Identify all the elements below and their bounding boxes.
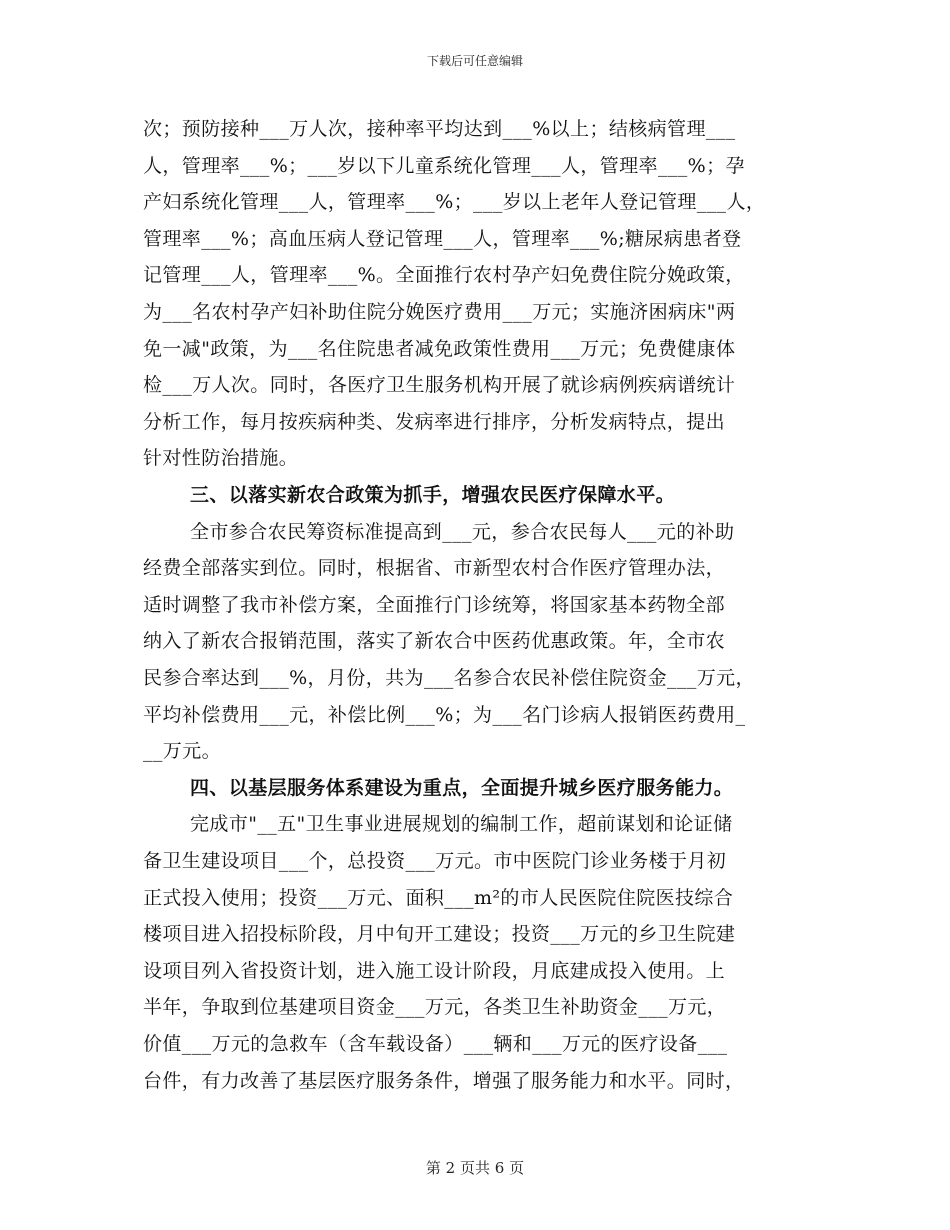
body-text-line: 半年，争取到位基建项目资金___万元，各类卫生补助资金___万元，	[143, 996, 727, 1019]
body-text-line: 次；预防接种___万人次，接种率平均达到___%以上；结核病管理___	[143, 118, 736, 140]
body-text-line: 为___名农村孕产妇补助住院分娩医疗费用___万元；实施济困病床"两	[143, 301, 736, 323]
body-text-line: 管理率___%；高血压病人登记管理___人，管理率___%;糖尿病患者登	[143, 227, 742, 250]
body-text-line: __万元。	[143, 740, 222, 763]
page-footer: 第 2 页共 6 页	[425, 1159, 525, 1177]
body-text-line: 产妇系统化管理___人，管理率___%；___岁以上老年人登记管理___人，	[143, 191, 766, 214]
section-heading: 四、以基层服务体系建设为重点，全面提升城乡医疗服务能力。	[190, 776, 734, 799]
body-text-line: 民参合率达到___%，月份，共为___名参合农民补偿住院资金___万元，	[143, 667, 755, 689]
body-text-line: 楼项目进入招投标阶段，月中旬开工建设；投资___万元的乡卫生院建	[143, 923, 736, 946]
body-text-line: 检___万人次。同时，各医疗卫生服务机构开展了就诊病例疾病谱统计	[143, 374, 736, 397]
body-text-line: 经费全部落实到位。同时，根据省、市新型农村合作医疗管理办法，	[143, 557, 726, 580]
body-text-line: 全市参合农民筹资标准提高到___元，参合农民每人___元的补助	[190, 520, 735, 543]
section-heading: 三、以落实新农合政策为抓手，增强农民医疗保障水平。	[190, 484, 676, 506]
body-text-line: 免一减"政策，为___名住院患者减免政策性费用___万元；免费健康体	[143, 337, 736, 360]
body-text-line: 适时调整了我市补偿方案，全面推行门诊统筹，将国家基本药物全部	[143, 593, 726, 616]
body-text-line: 备卫生建设项目___个，总投资___万元。市中医院门诊业务楼于月初	[143, 850, 727, 872]
body-text-line: 记管理___人，管理率___%。全面推行农村孕产妇免费住院分娩政策，	[143, 264, 745, 287]
body-text-line: 纳入了新农合报销范围，落实了新农合中医药优惠政策。年，全市农	[143, 630, 726, 653]
body-text-line: 价值___万元的急救车（含车载设备）___辆和___万元的医疗设备___	[143, 1033, 728, 1055]
body-text-line: 平均补偿费用___元，补偿比例___%；为___名门诊病人报销医药费用_	[143, 703, 746, 726]
body-text-line: 完成市"__五"卫生事业进展规划的编制工作，超前谋划和论证储	[190, 813, 733, 836]
body-text-line: 台件，有力改善了基层医疗服务条件，增强了服务能力和水平。同时，	[143, 1069, 745, 1092]
body-text-line: 设项目列入省投资计划，进入施工设计阶段，月底建成投入使用。上	[143, 959, 726, 982]
body-text-line: 人，管理率___%；___岁以下儿童系统化管理___人，管理率___%；孕	[143, 154, 745, 177]
body-text-line: 分析工作，每月按疾病种类、发病率进行排序，分析发病特点，提出	[143, 410, 726, 433]
body-text-line: 正式投入使用；投资___万元、面积___m²的市人民医院住院医技综合	[143, 886, 734, 909]
page-header: 下载后可任意编辑	[426, 54, 523, 68]
body-text-line: 针对性防治措施。	[143, 447, 299, 470]
